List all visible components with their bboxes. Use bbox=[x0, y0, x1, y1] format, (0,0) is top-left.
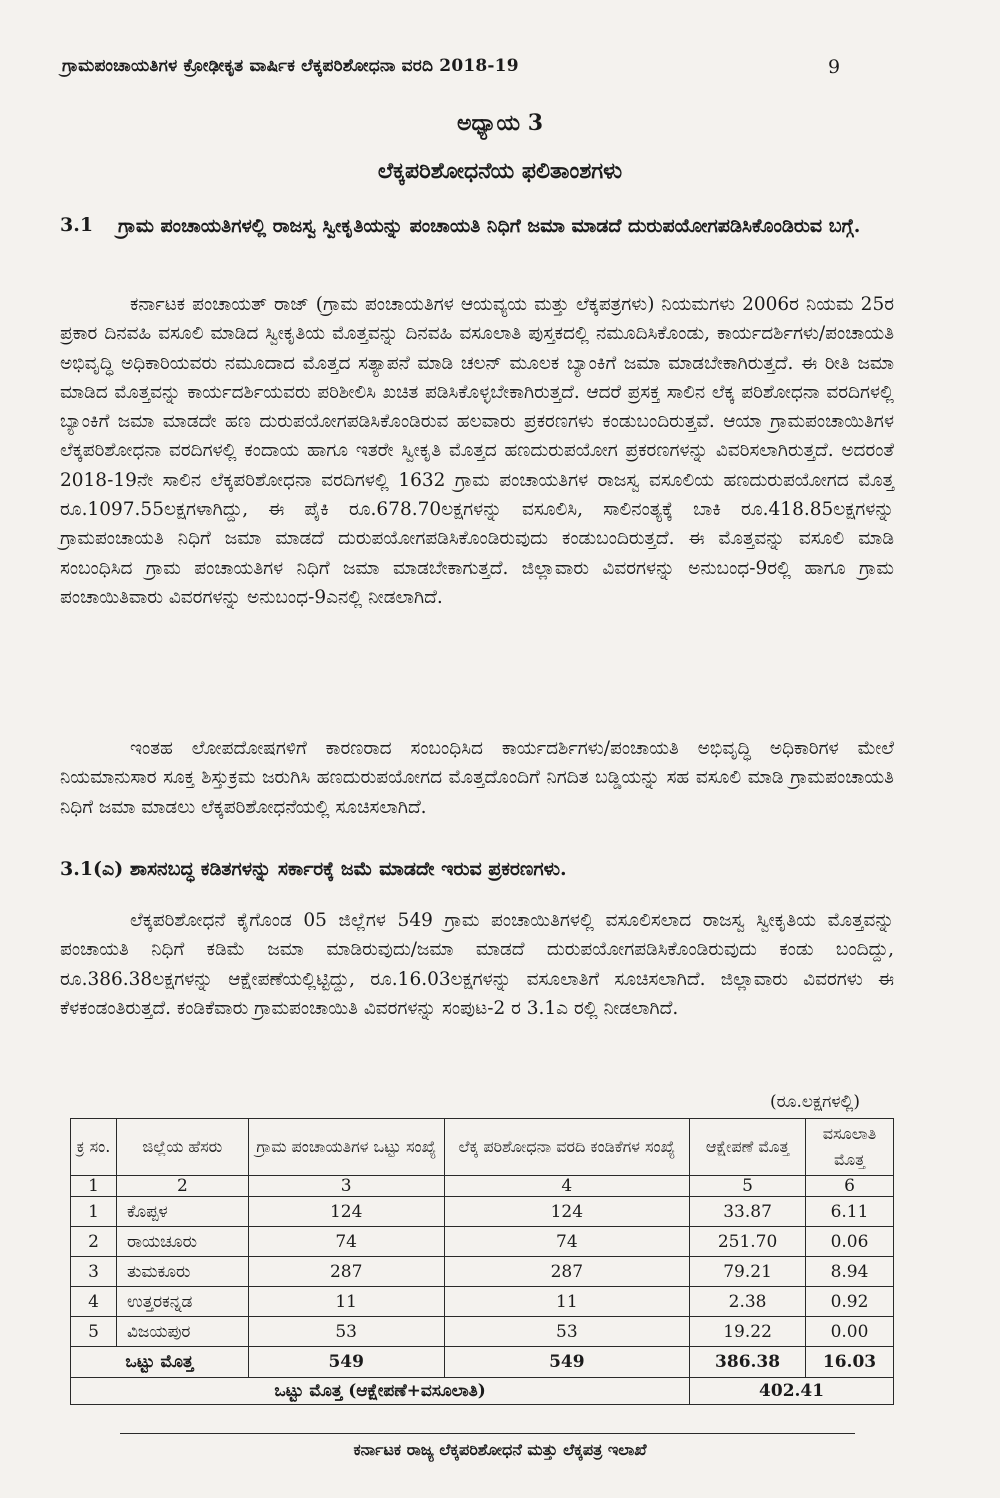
unit-note: (ರೂ.ಲಕ್ಷಗಳಲ್ಲಿ) bbox=[770, 1092, 861, 1112]
column-header: ಲೆಕ್ಕ ಪರಿಶೋಧನಾ ವರದಿ ಕಂಡಿಕೆಗಳ ಸಂಖ್ಯೆ bbox=[444, 1119, 690, 1176]
district-name: ಕೊಪ್ಪಳ bbox=[116, 1197, 248, 1227]
column-header: ವಸೂಲಾತಿ ಮೊತ್ತ bbox=[806, 1119, 894, 1176]
district-name: ರಾಯಚೂರು bbox=[116, 1227, 248, 1257]
paragraph-statutory-deductions: ಲೆಕ್ಕಪರಿಶೋಧನೆ ಕೈಗೊಂಡ 05 ಜಿಲ್ಲೆಗಳ 549 ಗ್ರಾಮ ಪಂಚಾಯಿತಿಗಳಲ್ಲಿ ವಸೂಲಿಸಲಾದ ರಾಜಸ್ವ ಸ್ವೀಕೃತಿಯ ಮೊತ್ತವನ್ನು ಪಂಚಾಯತಿ ನಿಧಿಗೆ ಕಡಿಮೆ ಜಮಾ ಮಾಡಿರುವುದು/ಜಮಾ ಮಾಡದೆ ದುರುಪಯೋಗಪಡಿಸಿಕೊಂಡಿರುವುದು ಕಂಡು ಬಂದಿದ್ದು, ರೂ.386.38ಲಕ್ಷಗಳನ್ನು ಆಕ್ಷೇಪಣೆಯಲ್ಲಿಟ್ಟಿದ್ದು, ರೂ.16.03ಲಕ್ಷಗಳನ್ನು ವಸೂಲಾತಿಗೆ ಸೂಚಿಸಲಾಗಿದೆ. ಜಿಲ್ಲಾವಾರು ವಿವರಗಳು ಈ ಕೆಳಕಂಡಂತಿರುತ್ತದೆ. ಕಂಡಿಕೆವಾರು ಗ್ರಾಮಪಂಚಾಯಿತಿ ವಿವರಗಳನ್ನು ಸಂಪುಟ-2 ರ 3.1ಎ ರಲ್ಲಿ ನೀಡಲಾಗಿದೆ. bbox=[60, 910, 894, 1019]
column-index: 6 bbox=[806, 1176, 894, 1197]
objection-amount: 79.21 bbox=[690, 1257, 806, 1287]
total-objection: 386.38 bbox=[690, 1347, 806, 1378]
subsection-heading: 3.1(ಎ) ಶಾಸನಬದ್ಧ ಕಡಿತಗಳನ್ನು ಸರ್ಕಾರಕ್ಕೆ ಜಮೆ ಮಾಡದೇ ಇರುವ ಪ್ರಕರಣಗಳು. bbox=[60, 858, 567, 880]
serial-number: 2 bbox=[71, 1227, 117, 1257]
objection-amount: 251.70 bbox=[690, 1227, 806, 1257]
objection-amount: 33.87 bbox=[690, 1197, 806, 1227]
recovery-amount: 8.94 bbox=[806, 1257, 894, 1287]
column-index: 3 bbox=[248, 1176, 444, 1197]
para-count: 53 bbox=[444, 1317, 690, 1347]
table-row bbox=[71, 1317, 894, 1347]
column-index: 5 bbox=[690, 1176, 806, 1197]
recovery-amount: 0.92 bbox=[806, 1287, 894, 1317]
table-row bbox=[71, 1227, 894, 1257]
column-header: ಜಿಲ್ಲೆಯ ಹೆಸರು bbox=[116, 1119, 248, 1176]
column-header: ಗ್ರಾಮ ಪಂಚಾಯತಿಗಳ ಒಟ್ಟು ಸಂಖ್ಯೆ bbox=[248, 1119, 444, 1176]
page-number: 9 bbox=[828, 56, 841, 78]
serial-number: 3 bbox=[71, 1257, 117, 1287]
recovery-amount: 0.06 bbox=[806, 1227, 894, 1257]
table-grand-total-row bbox=[71, 1378, 894, 1405]
table-header-row bbox=[71, 1119, 894, 1176]
running-header: ಗ್ರಾಮಪಂಚಾಯತಿಗಳ ಕ್ರೋಢೀಕೃತ ವಾರ್ಷಿಕ ಲೆಕ್ಕಪರಿಶೋಧನಾ ವರದಿ 2018-19 bbox=[62, 56, 519, 76]
table-row bbox=[71, 1257, 894, 1287]
paragraph-rules: ಕರ್ನಾಟಕ ಪಂಚಾಯತ್ ರಾಜ್ (ಗ್ರಾಮ ಪಂಚಾಯತಿಗಳ ಆಯವ್ಯಯ ಮತ್ತು ಲೆಕ್ಕಪತ್ರಗಳು) ನಿಯಮಗಳು 2006ರ ನಿಯಮ 25ರ ಪ್ರಕಾರ ದಿನವಹಿ ವಸೂಲಿ ಮಾಡಿದ ಸ್ವೀಕೃತಿಯ ಮೊತ್ತವನ್ನು ದಿನವಹಿ ವಸೂಲಾತಿ ಪುಸ್ತಕದಲ್ಲಿ ನಮೂದಿಸಿಕೊಂಡು, ಕಾರ್ಯದರ್ಶಿಗಳು/ಪಂಚಾಯತಿ ಅಭಿವೃದ್ಧಿ ಅಧಿಕಾರಿಯವರು ನಮೂದಾದ ಮೊತ್ತದ ಸತ್ಯಾಪನೆ ಮಾಡಿ ಚಲನ್ ಮೂಲಕ ಬ್ಯಾಂಕಿಗೆ ಜಮಾ ಮಾಡಬೇಕಾಗಿರುತ್ತದೆ. ಈ ರೀತಿ ಜಮಾ ಮಾಡಿದ ಮೊತ್ತವನ್ನು ಕಾರ್ಯದರ್ಶಿಯವರು ಪರಿಶೀಲಿಸಿ ಖಚಿತ ಪಡಿಸಿಕೊಳ್ಳಬೇಕಾಗಿರುತ್ತದೆ. ಆದರೆ ಪ್ರಸಕ್ತ ಸಾಲಿನ ಲೆಕ್ಕ ಪರಿಶೋಧನಾ ವರದಿಗಳಲ್ಲಿ ಬ್ಯಾಂಕಿಗೆ ಜಮಾ ಮಾಡದೇ ಹಣ ದುರುಪಯೋಗಪಡಿಸಿಕೊಂಡಿರುವ ಹಲವಾರು ಪ್ರಕರಣಗಳು ಕಂಡುಬಂದಿರುತ್ತವೆ. ಆಯಾ ಗ್ರಾಮಪಂಚಾಯಿತಿಗಳ ಲೆಕ್ಕಪರಿಶೋಧನಾ ವರದಿಗಳಲ್ಲಿ ಕಂದಾಯ ಹಾಗೂ ಇತರೇ ಸ್ವೀಕೃತಿ ಮೊತ್ತದ ಹಣದುರುಪಯೋಗ ಪ್ರಕರಣಗಳನ್ನು ವಿವರಿಸಲಾಗಿರುತ್ತದೆ. ಅದರಂತೆ 2018-19ನೇ ಸಾಲಿನ ಲೆಕ್ಕಪರಿಶೋಧನಾ ವರದಿಗಳಲ್ಲಿ 1632 ಗ್ರಾಮ ಪಂಚಾಯತಿಗಳ ರಾಜಸ್ವ ವಸೂಲಿಯ ಹಣದುರುಪಯೋಗದ ಮೊತ್ತ ರೂ.1097.55ಲಕ್ಷಗಳಾಗಿದ್ದು, ಈ ಪೈಕಿ ರೂ.678.70ಲಕ್ಷಗಳನ್ನು ವಸೂಲಿಸಿ, ಸಾಲಿನಂತ್ಯಕ್ಕೆ ಬಾಕಿ ರೂ.418.85ಲಕ್ಷಗಳನ್ನು ಗ್ರಾಮಪಂಚಾಯತಿ ನಿಧಿಗೆ ಜಮಾ ಮಾಡದೆ ದುರುಪಯೋಗಪಡಿಸಿಕೊಂಡಿರುವುದು ಕಂಡುಬಂದಿರುತ್ತದೆ. ಈ ಮೊತ್ತವನ್ನು ವಸೂಲಿ ಮಾಡಿ ಸಂಬಂಧಿಸಿದ ಗ್ರಾಮ ಪಂಚಾಯತಿಗಳ ನಿಧಿಗೆ ಜಮಾ ಮಾಡಬೇಕಾಗುತ್ತದೆ. ಜಿಲ್ಲಾವಾರು ವಿವರಗಳನ್ನು ಅನುಬಂಧ-9ರಲ್ಲಿ ಹಾಗೂ ಗ್ರಾಮ ಪಂಚಾಯಿತಿವಾರು ವಿವರಗಳನ್ನು ಅನುಬಂಧ-9ಎನಲ್ಲಿ ನೀಡಲಾಗಿದೆ. bbox=[60, 294, 894, 608]
district-name: ವಿಜಯಪುರ bbox=[116, 1317, 248, 1347]
gp-count: 287 bbox=[248, 1257, 444, 1287]
objection-amount: 19.22 bbox=[690, 1317, 806, 1347]
gp-count: 74 bbox=[248, 1227, 444, 1257]
chapter-number: ಅಧ್ಯಾಯ 3 bbox=[456, 110, 544, 136]
serial-number: 1 bbox=[71, 1197, 117, 1227]
section-number: 3.1 bbox=[60, 214, 94, 236]
recovery-amount: 0.00 bbox=[806, 1317, 894, 1347]
table-row bbox=[71, 1197, 894, 1227]
district-name: ತುಮಕೂರು bbox=[116, 1257, 248, 1287]
table-total-row bbox=[71, 1347, 894, 1378]
total-recovery: 16.03 bbox=[806, 1347, 894, 1378]
total-gp-count: 549 bbox=[248, 1347, 444, 1378]
gp-count: 53 bbox=[248, 1317, 444, 1347]
district-name: ಉತ್ತರಕನ್ನಡ bbox=[116, 1287, 248, 1317]
para-count: 287 bbox=[444, 1257, 690, 1287]
recovery-amount: 6.11 bbox=[806, 1197, 894, 1227]
grand-total-value: 402.41 bbox=[690, 1378, 894, 1405]
district-summary-table bbox=[70, 1118, 894, 1405]
total-para-count: 549 bbox=[444, 1347, 690, 1378]
chapter-title: ಲೆಕ್ಕಪರಿಶೋಧನೆಯ ಫಲಿತಾಂಶಗಳು bbox=[377, 158, 623, 184]
para-count: 74 bbox=[444, 1227, 690, 1257]
footer-divider bbox=[120, 1433, 855, 1434]
gp-count: 124 bbox=[248, 1197, 444, 1227]
grand-total-label: ಒಟ್ಟು ಮೊತ್ತ (ಆಕ್ಷೇಪಣೆ+ವಸೂಲಾತಿ) bbox=[71, 1378, 690, 1405]
column-index: 1 bbox=[71, 1176, 117, 1197]
column-index-row bbox=[71, 1176, 894, 1197]
serial-number: 5 bbox=[71, 1317, 117, 1347]
total-label: ಒಟ್ಟು ಮೊತ್ತ bbox=[71, 1347, 249, 1378]
para-count: 11 bbox=[444, 1287, 690, 1317]
objection-amount: 2.38 bbox=[690, 1287, 806, 1317]
section-title: ಗ್ರಾಮ ಪಂಚಾಯತಿಗಳಲ್ಲಿ ರಾಜಸ್ವ ಸ್ವೀಕೃತಿಯನ್ನು ಪಂಚಾಯತಿ ನಿಧಿಗೆ ಜಮಾ ಮಾಡದೆ ದುರುಪಯೋಗಪಡಿಸಿಕೊಂಡಿರುವ ಬಗ್ಗೆ. bbox=[118, 215, 861, 237]
table-row bbox=[71, 1287, 894, 1317]
column-header: ಕ್ರ ಸಂ. bbox=[71, 1119, 117, 1176]
column-index: 2 bbox=[116, 1176, 248, 1197]
para-count: 124 bbox=[444, 1197, 690, 1227]
paragraph-disciplinary-action: ಇಂತಹ ಲೋಪದೋಷಗಳಿಗೆ ಕಾರಣರಾದ ಸಂಬಂಧಿಸಿದ ಕಾರ್ಯದರ್ಶಿಗಳು/ಪಂಚಾಯತಿ ಅಭಿವೃದ್ಧಿ ಅಧಿಕಾರಿಗಳ ಮೇಲೆ ನಿಯಮಾನುಸಾರ ಸೂಕ್ತ ಶಿಸ್ತುಕ್ರಮ ಜರುಗಿಸಿ ಹಣದುರುಪಯೋಗದ ಮೊತ್ತದೊಂದಿಗೆ ನಿಗದಿತ ಬಡ್ಡಿಯನ್ನು ಸಹ ವಸೂಲಿ ಮಾಡಿ ಗ್ರಾಮಪಂಚಾಯತಿ ನಿಧಿಗೆ ಜಮಾ ಮಾಡಲು ಲೆಕ್ಕಪರಿಶೋಧನೆಯಲ್ಲಿ ಸೂಚಿಸಲಾಗಿದೆ. bbox=[60, 738, 894, 818]
serial-number: 4 bbox=[71, 1287, 117, 1317]
column-index: 4 bbox=[444, 1176, 690, 1197]
gp-count: 11 bbox=[248, 1287, 444, 1317]
footer-department: ಕರ್ನಾಟಕ ರಾಜ್ಯ ಲೆಕ್ಕಪರಿಶೋಧನೆ ಮತ್ತು ಲೆಕ್ಕಪತ್ರ ಇಲಾಖೆ bbox=[353, 1440, 647, 1459]
column-header: ಆಕ್ಷೇಪಣೆ ಮೊತ್ತ bbox=[690, 1119, 806, 1176]
